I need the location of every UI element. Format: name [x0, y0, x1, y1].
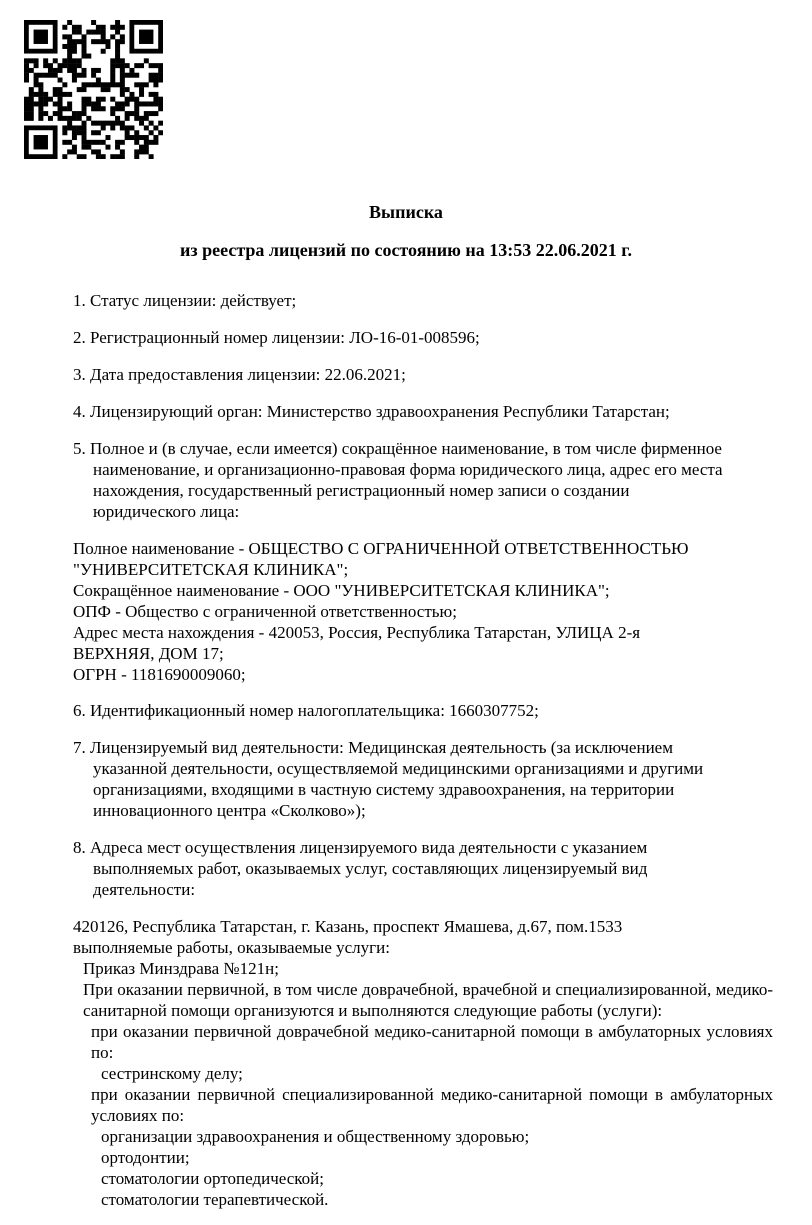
- org-opf: ОПФ - Общество с ограниченной ответственностью;: [73, 602, 457, 621]
- service-item: стоматологии терапевтической.: [101, 1190, 329, 1209]
- org-address: Адрес места нахождения - 420053, Россия, Республика Татарстан, УЛИЦА 2-я: [73, 623, 641, 642]
- document-subtitle: из реестра лицензий по состоянию на 13:53 22.06.2021 г.: [180, 240, 632, 260]
- item-status: 1. Статус лицензии: действует;: [73, 291, 297, 310]
- order-reference: Приказ Минздрава №121н;: [83, 959, 279, 978]
- service-address: 420126, Республика Татарстан, г. Казань, проспект Ямашева, д.67, пом.1533 выполняемые работы, оказываемые услуги: Приказ Минздрава №121н; При оказании первичной, в том числе доврачебной, врачебной и специализированной, медико-санитарной помощи организуются и выполняются следующие работы (услуги): при оказании первичной доврачебной медико-санитарной помощи в амбулаторных условиях по: сестринскому делу; при оказании первичной специализированной медико-санитарной помощи в амбулаторных условиях по: организации здравоохранения и общественному здоровью; ортодонтии; стоматологии ортопедической; стоматологии терапевтической.: [73, 917, 773, 1209]
- org-ogrn: ОГРН - 1181690009060;: [73, 665, 246, 684]
- services-intro: При оказании первичной, в том числе доврачебной, врачебной и специализированной, медико-санитарной помощи организуются и выполняются следующие работы (услуги):: [83, 980, 773, 1020]
- item-addresses: 8. Адреса мест осуществления лицензируемого вида деятельности с указанием выполняемых работ, оказываемых услуг, составляющих лицензируемый вид деятельности:: [73, 838, 648, 899]
- service-item: стоматологии ортопедической;: [101, 1169, 324, 1188]
- specialized-care-heading: при оказании первичной специализированной медико-санитарной помощи в амбулаторных условиях по:: [91, 1085, 773, 1125]
- license-details: [73, 290, 773, 1225]
- item-reg-number: 2. Регистрационный номер лицензии: ЛО-16-01-008596;: [73, 328, 480, 347]
- item-inn: 6. Идентификационный номер налогоплательщика: 1660307752;: [73, 701, 539, 720]
- organization-info: Полное наименование - ОБЩЕСТВО С ОГРАНИЧЕННОЙ ОТВЕТСТВЕННОСТЬЮ "УНИВЕРСИТЕТСКАЯ КЛИНИКА"; Сокращённое наименование - ООО "УНИВЕРСИТЕТСКАЯ КЛИНИКА"; ОПФ - Общество с ограниченной ответственностью; Адрес места нахождения - 420053, Россия, Республика Татарстан, УЛИЦА 2-я ВЕРХНЯЯ, ДОМ 17; ОГРН - 1181690009060;: [73, 538, 773, 685]
- service-item: ортодонтии;: [101, 1148, 190, 1167]
- item-issue-date: 3. Дата предоставления лицензии: 22.06.2021;: [73, 365, 406, 384]
- org-full-name: Полное наименование - ОБЩЕСТВО С ОГРАНИЧЕННОЙ ОТВЕТСТВЕННОСТЬЮ: [73, 539, 689, 558]
- item-activity: 7. Лицензируемый вид деятельности: Медицинская деятельность (за исключением указанной деятельности, осуществляемой медицинскими организациями и другими организациями, входящими в частную систему здравоохранения, на территории инновационного центра «Сколково»);: [73, 738, 704, 820]
- qr-code: [24, 20, 163, 159]
- org-short-name: Сокращённое наименование - ООО "УНИВЕРСИТЕТСКАЯ КЛИНИКА";: [73, 581, 610, 600]
- primary-care-heading: при оказании первичной доврачебной медико-санитарной помощи в амбулаторных условиях по:: [91, 1022, 773, 1062]
- address-line: 420126, Республика Татарстан, г. Казань, проспект Ямашева, д.67, пом.1533: [73, 917, 623, 936]
- document-title: Выписка: [369, 202, 443, 222]
- item-licensing-body: 4. Лицензирующий орган: Министерство здравоохранения Республики Татарстан;: [73, 402, 670, 421]
- item-name-question: 5. Полное и (в случае, если имеется) сокращённое наименование, в том числе фирменное наименование, и организационно-правовая форма юридического лица, адрес его места нахождения, государственный регистрационный номер записи о создании юридического лица:: [73, 439, 723, 521]
- service-item: сестринскому делу;: [101, 1064, 243, 1083]
- service-item: организации здравоохранения и общественному здоровью;: [101, 1127, 530, 1146]
